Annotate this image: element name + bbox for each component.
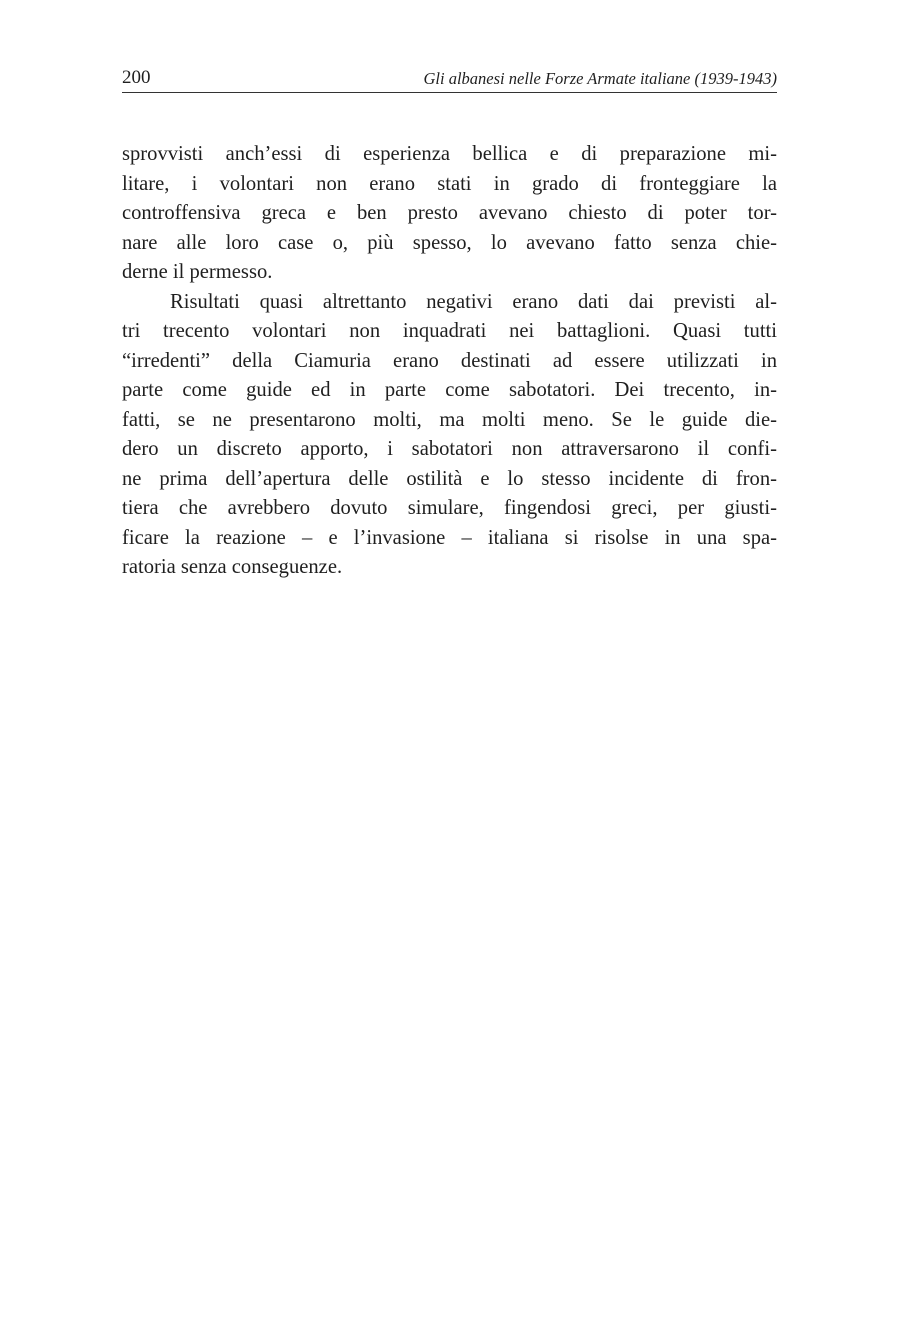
text-line: derne il permesso. bbox=[122, 261, 273, 283]
text-line: “irredenti” della Ciamuria erano destinati ad essere utilizzati in bbox=[122, 349, 777, 372]
page-header bbox=[122, 66, 777, 93]
text-line: ficare la reazione – e l’invasione – italiana si risolse in una spa- bbox=[122, 526, 777, 549]
text-line: tri trecento volontari non inquadrati nei battaglioni. Quasi tutti bbox=[122, 320, 777, 342]
text-line: sprovvisti anch’essi di esperienza bellica e di preparazione mi- bbox=[122, 143, 777, 165]
text-line: litare, i volontari non erano stati in grado di fronteggiare la bbox=[122, 172, 777, 195]
body-text bbox=[122, 140, 777, 583]
text-line: parte come guide ed in parte come sabotatori. Dei trecento, in- bbox=[122, 379, 777, 401]
paragraph-1 bbox=[122, 140, 777, 288]
text-line: controffensiva greca e ben presto avevano chiesto di poter tor- bbox=[122, 202, 777, 224]
text-line: fatti, se ne presentarono molti, ma molti meno. Se le guide die- bbox=[122, 408, 777, 431]
text-line: Risultati quasi altrettanto negativi erano dati dai previsti al- bbox=[170, 290, 777, 313]
paragraph-2 bbox=[122, 288, 777, 583]
text-line: dero un discreto apporto, i sabotatori non attraversarono il confi- bbox=[122, 438, 777, 460]
text-line: nare alle loro case o, più spesso, lo avevano fatto senza chie- bbox=[122, 231, 777, 254]
text-line: ne prima dell’apertura delle ostilità e lo stesso incidente di fron- bbox=[122, 467, 777, 490]
running-title: Gli albanesi nelle Forze Armate italiane (1939-1943) bbox=[423, 69, 777, 88]
text-line: ratoria senza conseguenze. bbox=[122, 556, 343, 578]
text-line: tiera che avrebbero dovuto simulare, fingendosi greci, per giusti- bbox=[122, 497, 777, 519]
page-number: 200 bbox=[122, 67, 151, 88]
